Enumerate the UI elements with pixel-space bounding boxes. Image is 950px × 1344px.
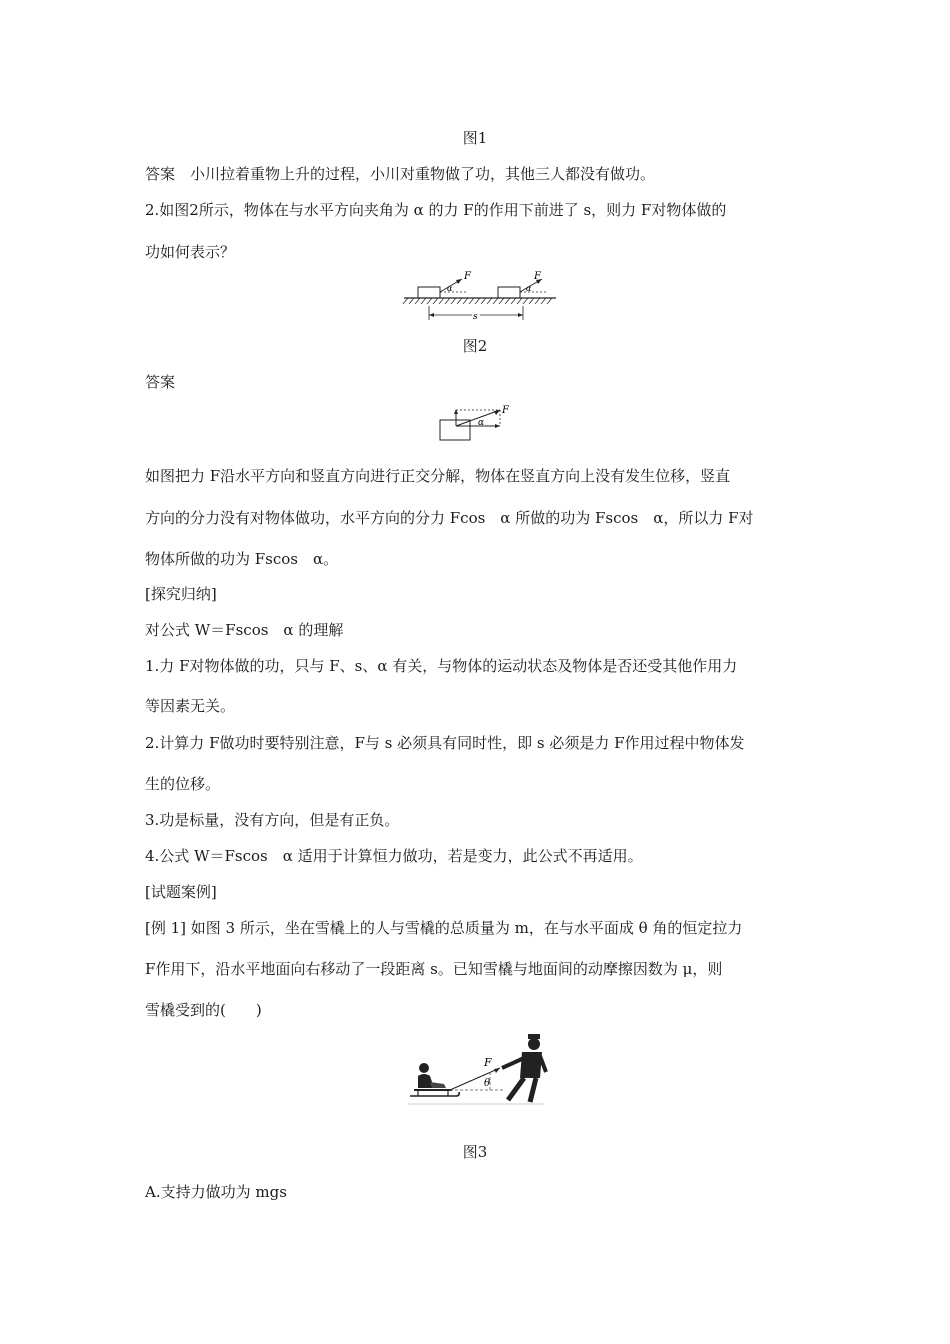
question-2-line-1: 2.如图2所示，物体在与水平方向夹角为 α 的力 F的作用下前进了 s，则力 F对物体做的 bbox=[145, 201, 727, 219]
point-2-line-2: 生的位移。 bbox=[145, 775, 221, 793]
example-1-line-3: 雪橇受到的( ) bbox=[145, 1001, 262, 1019]
fig2-angle-label-1: α bbox=[447, 284, 453, 293]
point-2-line-1: 2.计算力 F做功时要特别注意，F与 s 必须具有同时性，即 s 必须是力 F作用过程中物体发 bbox=[145, 734, 745, 752]
fig2-force-label-2: F bbox=[534, 271, 541, 282]
fig3-angle-label: θ bbox=[484, 1078, 491, 1089]
point-3: 3.功是标量，没有方向，但是有正负。 bbox=[145, 811, 400, 829]
answer-2-text-line-3: 物体所做的功为 Fscos α。 bbox=[145, 550, 339, 568]
point-4: 4.公式 W＝Fscos α 适用于计算恒力做功，若是变力，此公式不再适用。 bbox=[145, 847, 643, 865]
fig3-force-label: F bbox=[484, 1056, 492, 1069]
formula-line: 对公式 W＝Fscos α 的理解 bbox=[145, 621, 344, 639]
answer-2-text-line-2: 方向的分力没有对物体做功，水平方向的分力 Fcos α 所做的功为 Fscos α，所以力 F对 bbox=[145, 509, 754, 527]
figure-1-caption: 图1 bbox=[462, 129, 488, 147]
figure-3-sled-illustration bbox=[404, 1032, 549, 1108]
example-1-line-1: [例 1] 如图 3 所示，坐在雪橇上的人与雪橇的总质量为 m，在与水平面成 θ 角的恒定拉力 bbox=[145, 919, 743, 937]
option-a: A.支持力做功为 mgs bbox=[145, 1183, 287, 1201]
point-1-line-1: 1.力 F对物体做的功，只与 F、s、α 有关，与物体的运动状态及物体是否还受其他作用力 bbox=[145, 657, 738, 675]
fig2-force-label-1: F bbox=[464, 271, 471, 282]
fig2-angle-label-2: α bbox=[526, 284, 532, 293]
answer-1: 答案 小川拉着重物上升的过程，小川对重物做了功，其他三人都没有做功。 bbox=[145, 165, 656, 183]
answer-figure-angle-label: α bbox=[478, 418, 485, 428]
figure-2-caption: 图2 bbox=[462, 337, 488, 355]
answer-force-decomposition-diagram bbox=[438, 402, 518, 444]
fig2-displacement-label: s bbox=[473, 312, 478, 322]
answer-2-text-line-1: 如图把力 F沿水平方向和竖直方向进行正交分解，物体在竖直方向上没有发生位移，竖直 bbox=[145, 467, 731, 485]
answer-2-label: 答案 bbox=[145, 373, 176, 391]
example-1-line-2: F作用下，沿水平地面向右移动了一段距离 s。已知雪橇与地面间的动摩擦因数为 μ，则 bbox=[145, 960, 723, 978]
figure-2-diagram bbox=[400, 270, 560, 326]
case-heading: [试题案例] bbox=[145, 883, 217, 901]
summary-heading: [探究归纳] bbox=[145, 585, 217, 603]
point-1-line-2: 等因素无关。 bbox=[145, 697, 236, 715]
question-2-line-2: 功如何表示？ bbox=[145, 243, 236, 261]
figure-3-caption: 图3 bbox=[462, 1143, 488, 1161]
answer-figure-force-label: F bbox=[502, 405, 509, 416]
